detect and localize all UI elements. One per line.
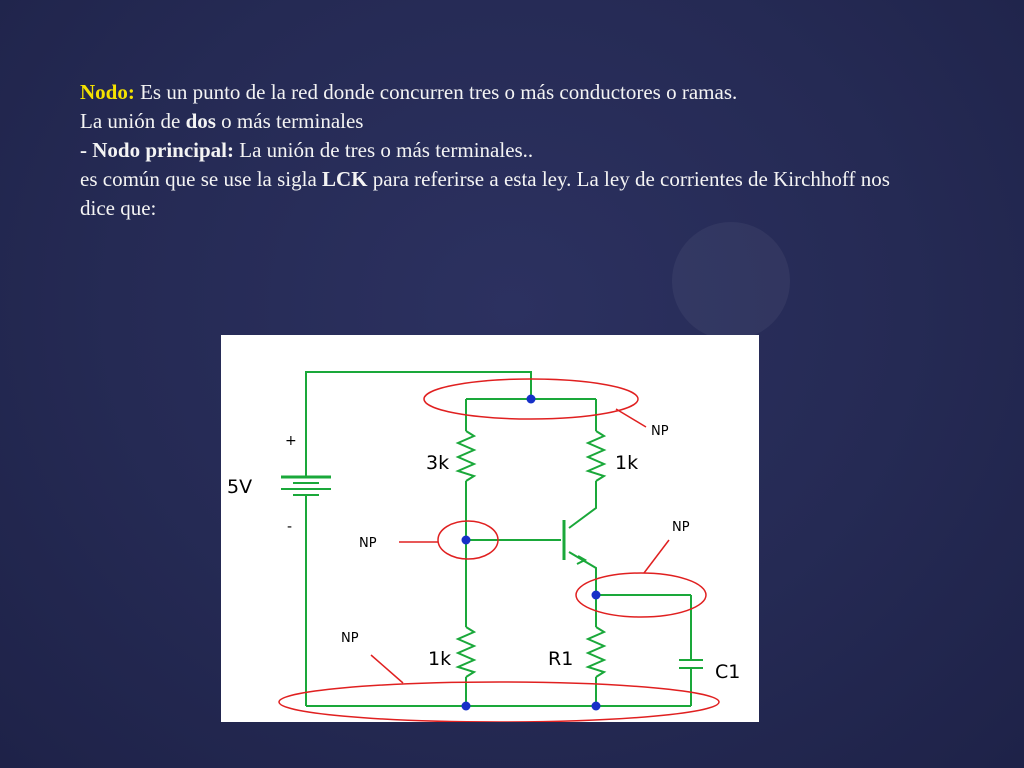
- resistor-1k-top-label: 1k: [615, 452, 639, 474]
- wire-top-left: [306, 372, 531, 477]
- pointer-mid-right: [644, 540, 669, 573]
- definition-nodo: [80, 78, 910, 107]
- battery-voltage-label: 5V: [227, 476, 253, 498]
- lck-text-pre: es común que se use la sigla: [80, 167, 323, 191]
- lck-text-post: para referirse a esta ley. La ley de corrientes de Kirchhoff nos dice que:: [80, 167, 890, 220]
- battery-minus-label: -: [287, 519, 293, 535]
- resistor-r1: [588, 627, 604, 677]
- node-dot-mid-right: [592, 591, 601, 600]
- resistor-1k-bottom: [458, 627, 474, 677]
- node-ring-bottom: [279, 682, 719, 722]
- node-tag-bottom: NP: [341, 631, 359, 646]
- background-circle: [672, 222, 790, 340]
- nodo-principal-text: La unión de tres o más terminales..: [234, 138, 534, 162]
- capacitor-c1-label: C1: [715, 661, 741, 683]
- nodo-principal-line: [80, 136, 910, 165]
- node-dot-bottom-left: [462, 702, 471, 711]
- node-dot-bottom-right: [592, 702, 601, 711]
- nodo-principal-label: - Nodo principal:: [80, 138, 235, 162]
- resistor-3k-label: 3k: [426, 452, 450, 474]
- node-tag-mid-left: NP: [359, 536, 377, 551]
- pointer-bottom: [371, 655, 403, 683]
- slide-text: [80, 78, 910, 223]
- nodo-definition: Es un punto de la red donde concurren tres o más conductores o ramas.: [134, 80, 738, 104]
- union-text-post: o más terminales: [215, 109, 364, 133]
- pointer-top: [616, 409, 646, 427]
- resistor-r1-label: R1: [548, 648, 574, 670]
- lck-acronym: LCK: [322, 167, 368, 191]
- circuit-diagram: [221, 335, 759, 722]
- node-dot-top: [527, 395, 536, 404]
- node-tag-mid-right: NP: [672, 520, 690, 535]
- nodo-label: Nodo:: [80, 80, 135, 104]
- resistor-1k-bottom-label: 1k: [428, 648, 452, 670]
- labels: [227, 424, 740, 683]
- union-text-pre: La unión de: [80, 109, 186, 133]
- node-dots: [462, 395, 601, 711]
- lck-line: [80, 165, 910, 223]
- node-dot-mid-left: [462, 536, 471, 545]
- battery-plus-label: +: [285, 433, 297, 449]
- node-tag-top: NP: [651, 424, 669, 439]
- union-text-bold: dos: [185, 109, 216, 133]
- resistor-1k-top: [588, 431, 604, 481]
- union-line: [80, 107, 910, 136]
- resistor-3k: [458, 431, 474, 481]
- wire-collector: [569, 481, 596, 528]
- circuit-svg: [221, 335, 759, 722]
